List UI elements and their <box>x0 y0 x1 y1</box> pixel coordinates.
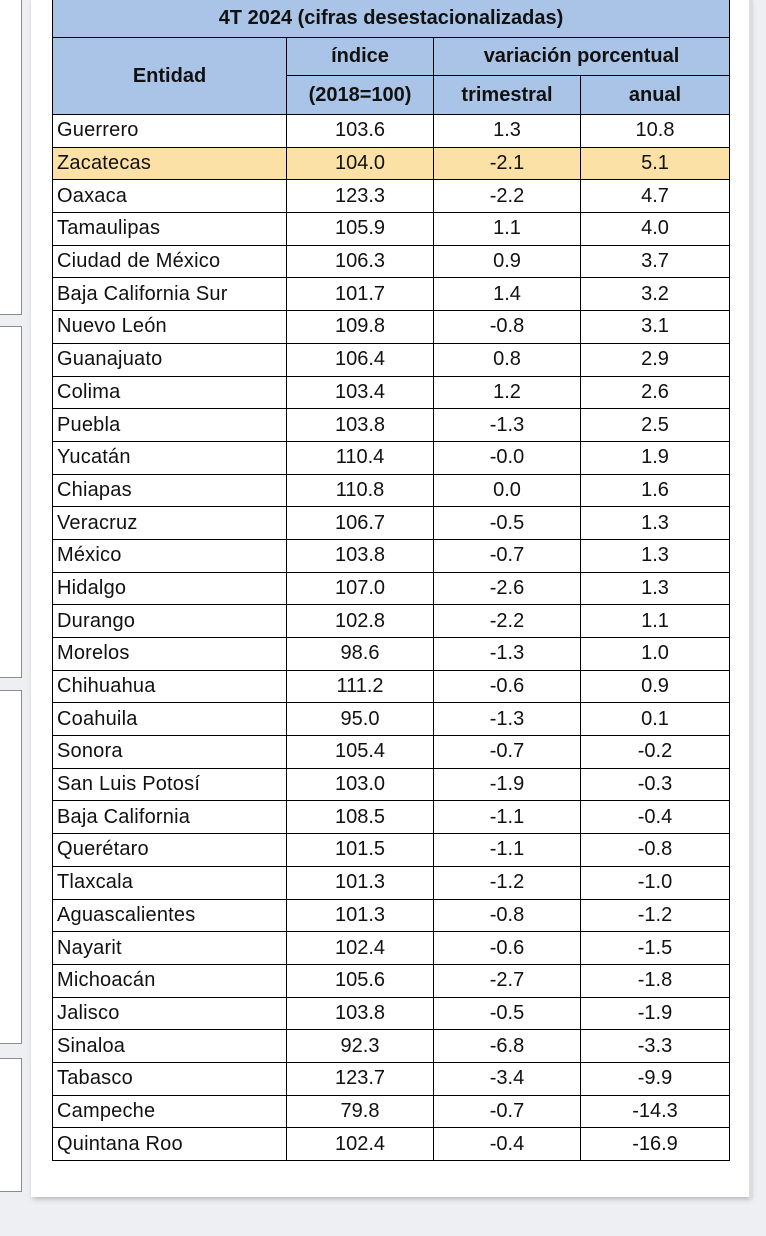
table-row <box>53 147 730 180</box>
cell-quarterly: -0.6 <box>434 932 581 965</box>
cell-quarterly: 0.8 <box>434 343 581 376</box>
cell-quarterly: -0.7 <box>434 736 581 769</box>
cell-annual: -0.8 <box>581 834 730 867</box>
cell-quarterly: -0.7 <box>434 1095 581 1128</box>
cell-index: 102.4 <box>287 1128 434 1161</box>
cell-annual: 1.0 <box>581 638 730 671</box>
side-panel-2 <box>0 326 22 678</box>
table-row <box>53 245 730 278</box>
cell-entity: Querétaro <box>53 834 287 867</box>
cell-index: 107.0 <box>287 572 434 605</box>
cell-annual: -1.2 <box>581 899 730 932</box>
cell-quarterly: -0.5 <box>434 507 581 540</box>
cell-annual: 3.2 <box>581 278 730 311</box>
cell-entity: Puebla <box>53 409 287 442</box>
table-row <box>53 1095 730 1128</box>
cell-quarterly: 1.4 <box>434 278 581 311</box>
cell-annual: 1.9 <box>581 441 730 474</box>
header-index-line1: índice <box>287 38 434 76</box>
cell-entity: Durango <box>53 605 287 638</box>
table-row <box>53 311 730 344</box>
cell-index: 92.3 <box>287 1030 434 1063</box>
cell-annual: -1.0 <box>581 866 730 899</box>
cell-annual: -0.4 <box>581 801 730 834</box>
cell-entity: Chiapas <box>53 474 287 507</box>
cell-index: 102.4 <box>287 932 434 965</box>
cell-entity: Chihuahua <box>53 670 287 703</box>
cell-quarterly: 0.9 <box>434 245 581 278</box>
table-row <box>53 441 730 474</box>
table-row <box>53 1128 730 1161</box>
cell-annual: 0.1 <box>581 703 730 736</box>
cell-annual: 1.1 <box>581 605 730 638</box>
cell-annual: -3.3 <box>581 1030 730 1063</box>
cell-annual: -1.9 <box>581 997 730 1030</box>
cell-index: 104.0 <box>287 147 434 180</box>
cell-index: 106.7 <box>287 507 434 540</box>
table-row <box>53 343 730 376</box>
table-row <box>53 638 730 671</box>
table-row <box>53 997 730 1030</box>
cell-index: 110.8 <box>287 474 434 507</box>
cell-index: 98.6 <box>287 638 434 671</box>
cell-index: 79.8 <box>287 1095 434 1128</box>
cell-quarterly: -0.6 <box>434 670 581 703</box>
cell-entity: Veracruz <box>53 507 287 540</box>
cell-annual: -0.2 <box>581 736 730 769</box>
cell-index: 103.0 <box>287 768 434 801</box>
table-row <box>53 703 730 736</box>
cell-entity: Sinaloa <box>53 1030 287 1063</box>
cell-annual: -1.5 <box>581 932 730 965</box>
cell-index: 110.4 <box>287 441 434 474</box>
state-economic-activity-table <box>52 0 730 1161</box>
cell-entity: Yucatán <box>53 441 287 474</box>
cell-quarterly: -1.3 <box>434 703 581 736</box>
table-row <box>53 1062 730 1095</box>
cell-index: 103.4 <box>287 376 434 409</box>
table-row <box>53 278 730 311</box>
cell-entity: Sonora <box>53 736 287 769</box>
cell-annual: -16.9 <box>581 1128 730 1161</box>
cell-annual: -1.8 <box>581 964 730 997</box>
cell-index: 106.3 <box>287 245 434 278</box>
table-row <box>53 932 730 965</box>
table-body <box>53 115 730 1161</box>
cell-index: 105.4 <box>287 736 434 769</box>
cell-quarterly: -1.1 <box>434 834 581 867</box>
table-row <box>53 409 730 442</box>
cell-annual: -14.3 <box>581 1095 730 1128</box>
cell-quarterly: -2.6 <box>434 572 581 605</box>
cell-entity: Hidalgo <box>53 572 287 605</box>
cell-quarterly: -0.4 <box>434 1128 581 1161</box>
cell-quarterly: -1.3 <box>434 638 581 671</box>
cell-entity: Tabasco <box>53 1062 287 1095</box>
table-row <box>53 1030 730 1063</box>
header-variation: variación porcentual <box>434 38 730 76</box>
table-row <box>53 572 730 605</box>
header-annual: anual <box>581 76 730 115</box>
cell-annual: 0.9 <box>581 670 730 703</box>
side-panel-1 <box>0 0 22 315</box>
cell-entity: Aguascalientes <box>53 899 287 932</box>
cell-entity: San Luis Potosí <box>53 768 287 801</box>
table-row <box>53 899 730 932</box>
cell-quarterly: -0.0 <box>434 441 581 474</box>
cell-entity: Morelos <box>53 638 287 671</box>
cell-index: 103.6 <box>287 115 434 148</box>
cell-annual: -0.3 <box>581 768 730 801</box>
cell-quarterly: -0.5 <box>434 997 581 1030</box>
cell-annual: 2.5 <box>581 409 730 442</box>
table-row <box>53 768 730 801</box>
cell-quarterly: -1.3 <box>434 409 581 442</box>
cell-index: 105.6 <box>287 964 434 997</box>
header-quarterly: trimestral <box>434 76 581 115</box>
table-row <box>53 539 730 572</box>
table-row <box>53 180 730 213</box>
cell-entity: México <box>53 539 287 572</box>
cell-entity: Guanajuato <box>53 343 287 376</box>
cell-index: 103.8 <box>287 409 434 442</box>
cell-annual: -9.9 <box>581 1062 730 1095</box>
cell-index: 106.4 <box>287 343 434 376</box>
cell-entity: Baja California Sur <box>53 278 287 311</box>
cell-index: 123.7 <box>287 1062 434 1095</box>
cell-index: 101.3 <box>287 866 434 899</box>
cell-index: 108.5 <box>287 801 434 834</box>
cell-quarterly: -0.8 <box>434 899 581 932</box>
cell-entity: Coahuila <box>53 703 287 736</box>
cell-quarterly: -1.2 <box>434 866 581 899</box>
header-index-line2: (2018=100) <box>287 76 434 115</box>
cell-annual: 4.0 <box>581 213 730 246</box>
table-row <box>53 964 730 997</box>
cell-quarterly: -3.4 <box>434 1062 581 1095</box>
cell-entity: Baja California <box>53 801 287 834</box>
cell-index: 103.8 <box>287 539 434 572</box>
cell-quarterly: 1.3 <box>434 115 581 148</box>
cell-annual: 2.6 <box>581 376 730 409</box>
cell-quarterly: 1.1 <box>434 213 581 246</box>
cell-quarterly: -2.2 <box>434 605 581 638</box>
cell-annual: 3.1 <box>581 311 730 344</box>
table-row <box>53 736 730 769</box>
cell-index: 101.3 <box>287 899 434 932</box>
cell-entity: Tlaxcala <box>53 866 287 899</box>
card-edge <box>749 0 753 1199</box>
cell-entity: Michoacán <box>53 964 287 997</box>
cell-annual: 4.7 <box>581 180 730 213</box>
cell-index: 111.2 <box>287 670 434 703</box>
cell-entity: Guerrero <box>53 115 287 148</box>
cell-quarterly: -0.7 <box>434 539 581 572</box>
table-row <box>53 507 730 540</box>
cell-quarterly: 0.0 <box>434 474 581 507</box>
table-row <box>53 213 730 246</box>
side-panel-4 <box>0 1058 22 1192</box>
cell-annual: 5.1 <box>581 147 730 180</box>
cell-quarterly: 1.2 <box>434 376 581 409</box>
cell-entity: Nayarit <box>53 932 287 965</box>
table-row <box>53 834 730 867</box>
cell-quarterly: -1.9 <box>434 768 581 801</box>
table-row <box>53 376 730 409</box>
cell-entity: Ciudad de México <box>53 245 287 278</box>
cell-entity: Tamaulipas <box>53 213 287 246</box>
cell-index: 101.7 <box>287 278 434 311</box>
cell-index: 101.5 <box>287 834 434 867</box>
cell-entity: Nuevo León <box>53 311 287 344</box>
cell-entity: Campeche <box>53 1095 287 1128</box>
cell-quarterly: -2.1 <box>434 147 581 180</box>
table-row <box>53 605 730 638</box>
cell-index: 105.9 <box>287 213 434 246</box>
cell-index: 95.0 <box>287 703 434 736</box>
cell-entity: Jalisco <box>53 997 287 1030</box>
table-row <box>53 670 730 703</box>
cell-annual: 3.7 <box>581 245 730 278</box>
cell-index: 123.3 <box>287 180 434 213</box>
cell-quarterly: -2.2 <box>434 180 581 213</box>
cell-entity: Oaxaca <box>53 180 287 213</box>
table-title: 4T 2024 (cifras desestacionalizadas) <box>53 0 730 38</box>
cell-index: 102.8 <box>287 605 434 638</box>
cell-entity: Colima <box>53 376 287 409</box>
cell-entity: Quintana Roo <box>53 1128 287 1161</box>
table-row <box>53 801 730 834</box>
cell-annual: 1.3 <box>581 539 730 572</box>
side-panel-3 <box>0 690 22 1044</box>
table-row <box>53 474 730 507</box>
cell-annual: 2.9 <box>581 343 730 376</box>
table-row <box>53 115 730 148</box>
cell-index: 103.8 <box>287 997 434 1030</box>
cell-entity: Zacatecas <box>53 147 287 180</box>
header-entity: Entidad <box>53 38 287 115</box>
cell-annual: 10.8 <box>581 115 730 148</box>
cell-quarterly: -6.8 <box>434 1030 581 1063</box>
cell-annual: 1.3 <box>581 507 730 540</box>
cell-annual: 1.6 <box>581 474 730 507</box>
cell-quarterly: -0.8 <box>434 311 581 344</box>
cell-quarterly: -1.1 <box>434 801 581 834</box>
cell-annual: 1.3 <box>581 572 730 605</box>
cell-quarterly: -2.7 <box>434 964 581 997</box>
cell-index: 109.8 <box>287 311 434 344</box>
table-row <box>53 866 730 899</box>
